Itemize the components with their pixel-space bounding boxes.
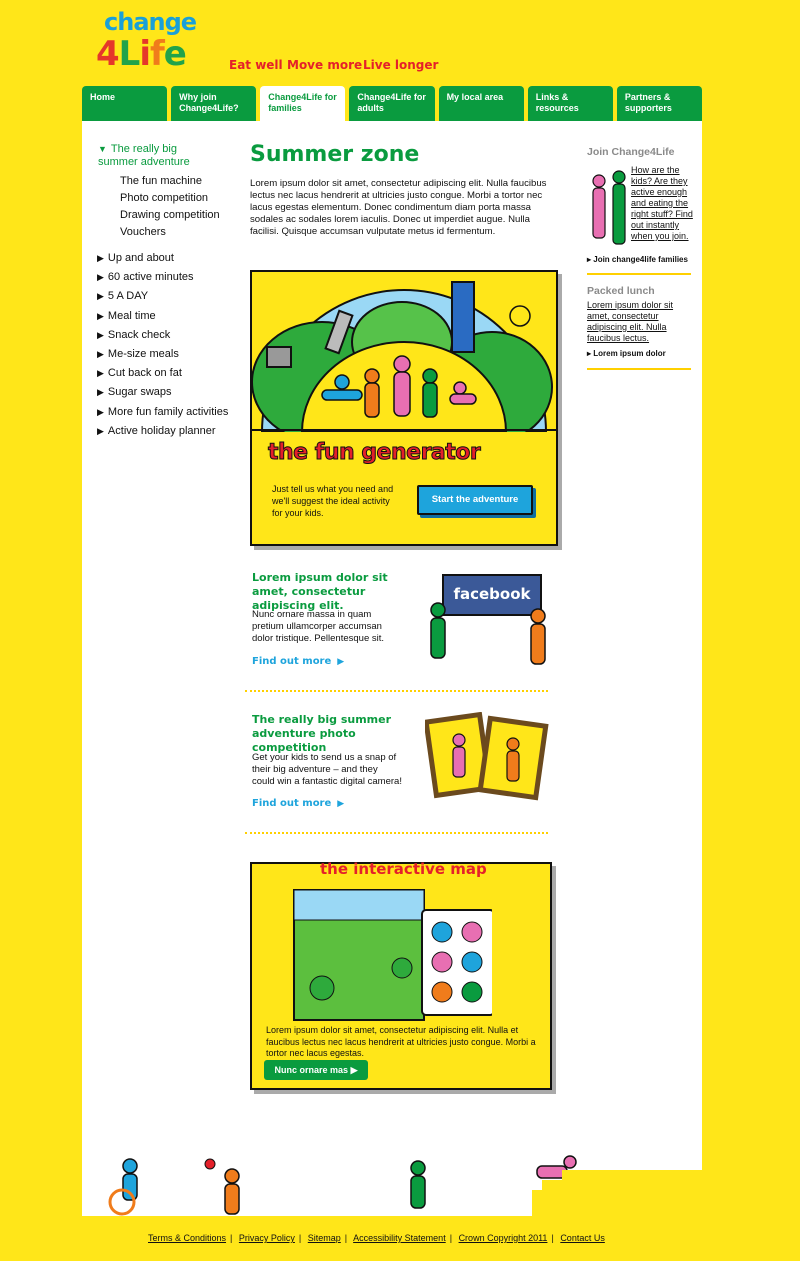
facebook-sign[interactable]: facebook bbox=[442, 574, 542, 616]
leftnav-item[interactable]: ▶ Snack check bbox=[97, 328, 171, 341]
map-illustration bbox=[292, 888, 492, 1038]
find-out-more-link[interactable]: Find out more ▶ bbox=[252, 798, 345, 809]
footer-sitemap-link[interactable]: Sitemap bbox=[307, 1233, 341, 1243]
nav-why-join[interactable]: Why join Change4Life? bbox=[171, 86, 256, 121]
nav-home[interactable]: Home bbox=[82, 86, 167, 121]
summer-scene-illustration bbox=[252, 272, 556, 432]
packed-lunch-link[interactable]: Lorem ipsum dolor sit amet, consectetur adipiscing elit. Nulla faucibus lectus. bbox=[587, 300, 674, 343]
leftnav-item[interactable]: ▶ 5 A DAY bbox=[97, 290, 149, 303]
promo-heading: Lorem ipsum dolor sit amet, consectetur adipiscing elit. bbox=[252, 571, 388, 612]
leftnav-item[interactable]: ▶ Active holiday planner bbox=[97, 424, 216, 437]
triangle-right-icon: ▶ bbox=[97, 406, 104, 417]
footer-copyright-link[interactable]: Crown Copyright 2011 bbox=[458, 1233, 548, 1243]
high-five-figures-illustration bbox=[589, 163, 629, 249]
leftnav-item[interactable]: ▶ Sugar swaps bbox=[97, 386, 172, 399]
leftnav-item[interactable]: ▶ 60 active minutes bbox=[97, 271, 194, 284]
photo-frames-illustration bbox=[425, 712, 549, 802]
right-divider bbox=[587, 273, 691, 275]
subitem-photo-competition[interactable]: Photo competition bbox=[120, 192, 209, 204]
interactive-map-text: Lorem ipsum dolor sit amet, consectetur adipiscing elit. Nulla et faucibus lectus nec lacus hendrerit at ultricies justo congue. Morbi a tortor nec lacus egestas. bbox=[266, 1025, 536, 1058]
leftnav-list bbox=[97, 252, 228, 444]
leftnav-item[interactable]: ▶ Me-size meals bbox=[97, 347, 179, 360]
main-nav bbox=[82, 86, 702, 121]
nav-adults[interactable]: Change4Life for adults bbox=[349, 86, 434, 121]
nav-families[interactable]: Change4Life for families bbox=[260, 86, 345, 121]
divider bbox=[252, 429, 556, 431]
footer-privacy-link[interactable]: Privacy Policy bbox=[238, 1233, 295, 1243]
triangle-right-icon: ▶ bbox=[97, 329, 104, 340]
leftnav-current[interactable]: ▼ The really big summer adventure bbox=[98, 143, 190, 168]
figures-holding-sign-illustration bbox=[420, 596, 550, 668]
arrow-right-icon: ▸ bbox=[587, 255, 594, 264]
footer-contact-link[interactable]: Contact Us bbox=[560, 1233, 605, 1243]
footer-accessibility-link[interactable]: Accessibility Statement bbox=[353, 1233, 446, 1243]
join-text-link[interactable]: How are the kids? Are they active enough and eating the right stuff? Find out instantly when you join. bbox=[631, 165, 693, 241]
packed-lunch-title: Packed lunch bbox=[587, 285, 655, 297]
subitem-drawing-competition[interactable]: Drawing competition bbox=[120, 209, 220, 221]
triangle-right-icon: ▶ bbox=[97, 253, 104, 263]
intro-text: Lorem ipsum dolor sit amet, consectetur adipiscing elit. Nulla faucibus lectus nec lacus hendrerit at ultricies justo congue. Morbi a tortor nec lacus egestas elementum. Donec condimentum diam porta massa sodales ac sodales lorem iaculis. Donec ut imperdiet augue. Nulla facilisi. Quisque accumsan vulputate metus id fermentum. bbox=[250, 178, 547, 237]
triangle-right-icon: ▶ bbox=[97, 425, 104, 436]
leftnav-item[interactable]: ▶ Cut back on fat bbox=[97, 367, 182, 380]
find-out-more-link[interactable]: Find out more ▶ bbox=[252, 656, 345, 667]
subitem-vouchers[interactable]: Vouchers bbox=[120, 226, 166, 238]
map-button[interactable]: Nunc ornare mas ▶ bbox=[264, 1060, 368, 1080]
leftnav-item[interactable]: ▶ Meal time bbox=[97, 309, 156, 322]
fun-generator-panel bbox=[250, 270, 558, 546]
logo-change[interactable]: change bbox=[104, 8, 197, 36]
triangle-right-icon: ▶ bbox=[97, 348, 104, 359]
fun-generator-title: the fun generator bbox=[268, 440, 481, 465]
triangle-right-icon: ▶ bbox=[97, 310, 104, 321]
tagline-live-longer: Live longer bbox=[363, 58, 439, 72]
triangle-right-icon: ▶ bbox=[97, 272, 104, 283]
leftnav-item[interactable]: ▶ Up and about bbox=[97, 252, 174, 264]
start-adventure-button[interactable]: Start the adventure bbox=[417, 485, 533, 515]
tagline-move-more: Move more bbox=[287, 58, 363, 72]
right-divider bbox=[587, 368, 691, 370]
promo-text: Get your kids to send us a snap of their big adventure – and they could win a fantastic digital camera! bbox=[252, 752, 402, 787]
logo-4life[interactable]: 4Life bbox=[96, 34, 186, 74]
arrow-right-icon: ▶ bbox=[350, 1065, 358, 1075]
interactive-map-title: the interactive map bbox=[320, 860, 487, 878]
lorem-link[interactable]: ▸ Lorem ipsum dolor bbox=[587, 349, 666, 358]
nav-local-area[interactable]: My local area bbox=[439, 86, 524, 121]
triangle-right-icon: ▶ bbox=[97, 291, 104, 302]
subitem-fun-machine[interactable]: The fun machine bbox=[120, 175, 202, 187]
triangle-right-icon: ▶ bbox=[97, 368, 104, 379]
fun-generator-text: Just tell us what you need and we'll suggest the ideal activity for your kids. bbox=[272, 484, 394, 518]
arrow-right-icon: ▶ bbox=[337, 657, 345, 667]
footer: Terms & Conditions | Privacy Policy | Sitemap | Accessibility Statement | Crown Copyright 2011 | Contact Us bbox=[148, 1233, 605, 1243]
promo-text: Nunc ornare massa in quam pretium ullamcorper accumsan dolor tristique. Pellentesque sit. bbox=[252, 609, 385, 644]
triangle-down-icon: ▼ bbox=[98, 144, 107, 154]
join-title: Join Change4Life bbox=[587, 146, 675, 158]
leftnav-item[interactable]: ▶ More fun family activities bbox=[97, 405, 229, 418]
promo-heading: The really big summer adventure photo competition bbox=[252, 713, 392, 754]
tagline-eat-well: Eat well bbox=[229, 58, 283, 72]
join-families-link[interactable]: ▸ Join change4life families bbox=[587, 255, 688, 264]
bottom-figures-illustration bbox=[82, 1150, 702, 1220]
footer-terms-link[interactable]: Terms & Conditions bbox=[148, 1233, 227, 1243]
nav-partners[interactable]: Partners & supporters bbox=[617, 86, 702, 121]
section-divider bbox=[245, 690, 548, 692]
page-title: Summer zone bbox=[250, 142, 420, 167]
section-divider bbox=[245, 832, 548, 834]
arrow-right-icon: ▶ bbox=[337, 799, 345, 809]
triangle-right-icon: ▶ bbox=[97, 387, 104, 398]
leftnav-subitems bbox=[120, 175, 220, 243]
arrow-right-icon: ▸ bbox=[587, 349, 594, 358]
nav-links-resources[interactable]: Links & resources bbox=[528, 86, 613, 121]
